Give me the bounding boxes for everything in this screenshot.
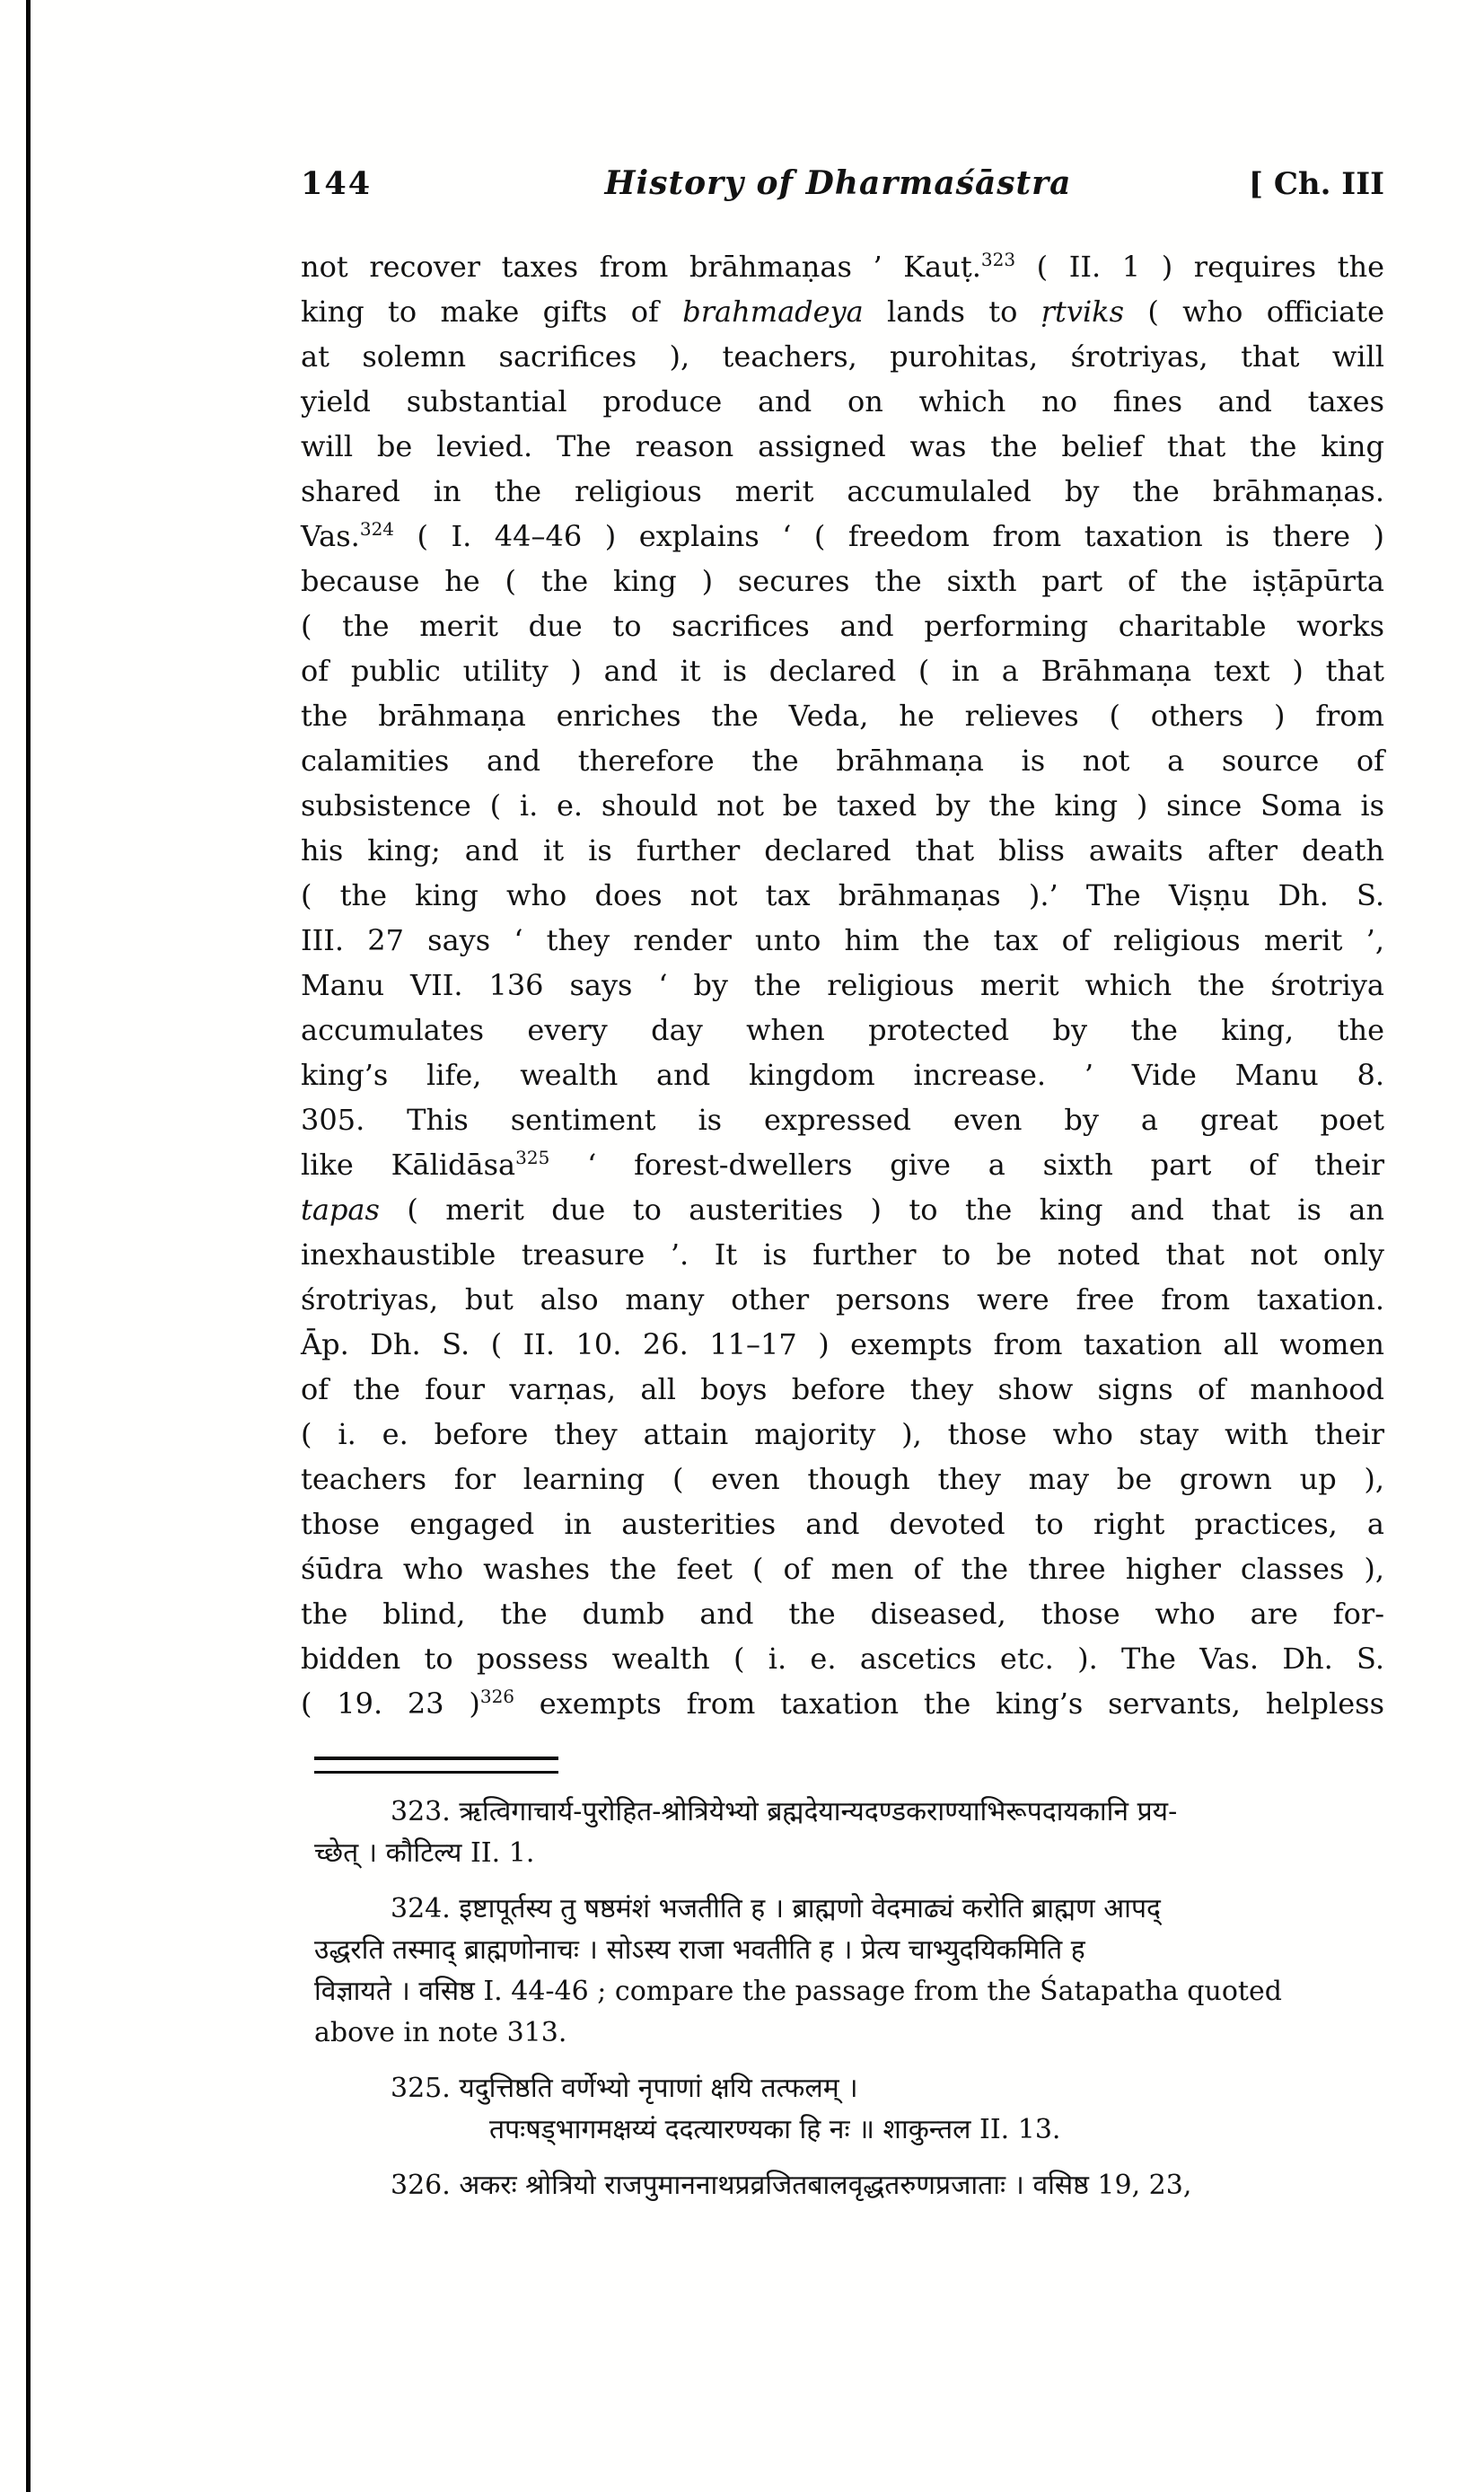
body-line: like Kālidāsa$^{325}$ ‘ forest-dwellers give a sixth part of their bbox=[301, 1147, 1385, 1182]
footnote bbox=[314, 2068, 1392, 2151]
footnote-separator bbox=[314, 1757, 558, 1774]
body-line: tapas ( merit due to austerities ) to the king and that is an bbox=[301, 1193, 1384, 1227]
footnote-line: च्छेत् । कौटिल्य II. 1. bbox=[314, 1837, 535, 1869]
running-title: History of Dharmaśāstra bbox=[604, 164, 1072, 202]
footnote bbox=[314, 2165, 1392, 2206]
body-line: śrotriyas, but also many other persons were free from taxation. bbox=[301, 1282, 1384, 1316]
body-line: his king; and it is further declared that bliss awaits after death bbox=[301, 833, 1384, 867]
body-line: 305. This sentiment is expressed even by a great poet bbox=[301, 1103, 1384, 1137]
body-line: king’s life, wealth and kingdom increase. ’ Vide Manu 8. bbox=[301, 1058, 1384, 1092]
body-line: of public utility ) and it is declared ( in a Brāhmaṇa text ) that bbox=[301, 654, 1384, 688]
footnote-line: विज्ञायते । वसिष्ठ I. 44-46 ; compare the passage from the Śatapatha quoted bbox=[314, 1976, 1282, 2007]
footnote-line: 323. ऋत्विगाचार्य-पुरोहित-श्रोत्रियेभ्यो ब्रह्मदेयान्यदण्डकराण्याभिरूपदायकानि प्रय- bbox=[391, 1796, 1178, 1827]
footnote-line: above in note 313. bbox=[314, 2017, 567, 2048]
body-line: because he ( the king ) secures the sixth part of the iṣṭāpūrta bbox=[301, 564, 1384, 598]
body-line: ( the king who does not tax brāhmaṇas ).’ The Viṣṇu Dh. S. bbox=[301, 878, 1384, 912]
body-line: inexhaustible treasure ’. It is further to be noted that not only bbox=[301, 1237, 1384, 1272]
body-line: ( i. e. before they attain majority ), those who stay with their bbox=[301, 1417, 1384, 1451]
footnotes bbox=[314, 1792, 1392, 2206]
footnote-line: 326. अकरः श्रोत्रियो राजपुमाननाथप्रव्रजितबालवृद्धतरुणप्रजाताः । वसिष्ठ 19, 23, bbox=[391, 2170, 1192, 2201]
body-line: calamities and therefore the brāhmaṇa is not a source of bbox=[301, 744, 1384, 778]
body-line: will be levied. The reason assigned was the belief that the king bbox=[301, 429, 1384, 463]
body-line: the brāhmaṇa enriches the Veda, he relieves ( others ) from bbox=[301, 699, 1384, 733]
page-spine-line bbox=[26, 0, 31, 2492]
body-line: ( the merit due to sacrifices and performing charitable works bbox=[301, 609, 1384, 643]
body-line: bidden to possess wealth ( i. e. ascetics etc. ). The Vas. Dh. S. bbox=[301, 1642, 1384, 1676]
footnote-line: 325. यदुत्तिष्ठति वर्णेभ्यो नृपाणां क्षयि तत्फलम् । bbox=[391, 2073, 858, 2104]
body-line: teachers for learning ( even though they may be grown up ), bbox=[301, 1462, 1384, 1496]
body-line: Manu VII. 136 says ‘ by the religious merit which the śrotriya bbox=[301, 968, 1384, 1002]
body-line: at solemn sacrifices ), teachers, purohitas, śrotriyas, that will bbox=[301, 339, 1384, 374]
page-header bbox=[301, 164, 1384, 202]
body-line: III. 27 says ‘ they render unto him the tax of religious merit ’, bbox=[301, 923, 1384, 957]
body-line: not recover taxes from brāhmaṇas ’ Kauṭ.$^{323}$ ( II. 1 ) requires the bbox=[301, 249, 1385, 284]
body-text bbox=[301, 244, 1384, 1726]
body-line: those engaged in austerities and devoted to right practices, a bbox=[301, 1507, 1384, 1541]
body-line: śūdra who washes the feet ( of men of the three higher classes ), bbox=[301, 1552, 1384, 1586]
footnote-line: 324. इष्टापूर्तस्य तु षष्ठमंशं भजतीति ह । ब्राह्मणो वेदमाढ्यं करोति ब्राह्मण आपद् bbox=[391, 1893, 1161, 1924]
body-line: of the four varṇas, all boys before they show signs of manhood bbox=[301, 1372, 1384, 1406]
footnote bbox=[314, 1792, 1392, 1874]
body-line: shared in the religious merit accumulaled by the brāhmaṇas. bbox=[301, 474, 1384, 508]
body-line: Vas.$^{324}$ ( I. 44–46 ) explains ‘ ( freedom from taxation is there ) bbox=[301, 518, 1384, 553]
page-number: 144 bbox=[301, 165, 373, 202]
footnote bbox=[314, 1889, 1392, 2054]
body-line: subsistence ( i. e. should not be taxed by the king ) since Soma is bbox=[301, 788, 1384, 823]
body-line: Āp. Dh. S. ( II. 10. 26. 11–17 ) exempts from taxation all women bbox=[301, 1327, 1384, 1361]
body-line: the blind, the dumb and the diseased, those who are for- bbox=[301, 1597, 1384, 1631]
footnote-line: तपःषड्भागमक्षय्यं ददत्यारण्यका हि नः ॥ शाकुन्तल II. 13. bbox=[489, 2114, 1061, 2145]
chapter-label: [ Ch. III bbox=[1248, 166, 1384, 202]
body-line: ( 19. 23 )$^{326}$ exempts from taxation the king’s servants, helpless bbox=[301, 1686, 1385, 1721]
body-line: king to make gifts of brahmadeya lands to ṛtviks ( who officiate bbox=[301, 295, 1385, 329]
body-line: accumulates every day when protected by the king, the bbox=[301, 1013, 1384, 1047]
body-line: yield substantial produce and on which no fines and taxes bbox=[301, 384, 1384, 418]
footnote-line: उद्धरति तस्माद् ब्राह्मणोनाचः । सोऽस्य राजा भवतीति ह । प्रेत्य चाभ्युदयिकमिति ह bbox=[314, 1934, 1085, 1966]
